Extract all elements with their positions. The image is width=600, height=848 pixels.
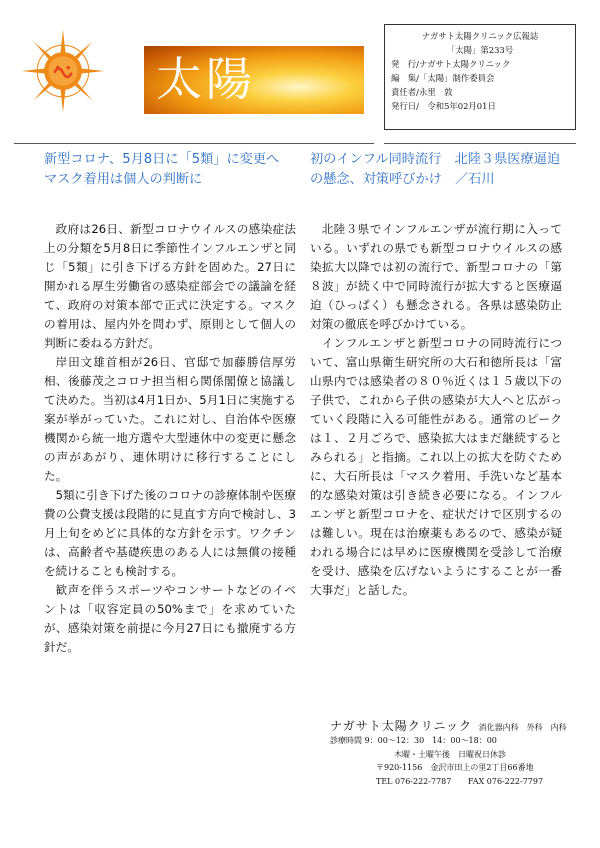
sun-logo-icon: [20, 28, 106, 114]
clinic-info-footer: [330, 720, 590, 788]
masthead-line: 「太陽」第233号: [446, 45, 514, 55]
article-paragraph: 岸田文雄首相が26日、官邸で加藤勝信厚労相、後藤茂之コロナ担当相ら関係閣僚と協議して決めた。当初は4月1日か、5月1日に実施する案が挙がっていた。これに対し、自治体や医療機関から統一地方選や大型連休中の変更に懸念の声があがり、連休明けに移行することにした。: [44, 355, 296, 483]
article-paragraph: インフルエンザと新型コロナの同時流行について、富山県衛生研究所の大石和徳所長は「富山県内では感染者の８０％近くは１５歳以下の子供で、これから子供の感染が大人へと広がっていく段階に入る可能性がある。通常のピークは１、２月ごろで、感染拡大はまだ継続するとみられる」と指摘。これ以上の拡大を防ぐために、大石所長は「マスク着用、手洗いなど基本的な感染対策は引き続き必要になる。インフルエンザと新型コロナを、症状だけで区別するのは難しい。現在は治療薬もあるので、感染が疑われる場合には早めに医療機関を受診して治療を受け、感染を広げないようにすることが一番大事だ」と話した。: [310, 336, 562, 597]
masthead-line: 発 行/ナガサト太陽クリニック: [391, 59, 511, 69]
divider-rule: [14, 143, 374, 144]
clinic-departments: 消化器内科 外科 内科: [478, 723, 567, 732]
clinic-address: 〒920-1156 金沢市田上の里2丁目66番地: [376, 763, 534, 773]
clinic-hours: 9：00～12：30 14：00～18：00: [364, 736, 497, 746]
article-paragraph: 北陸３県でインフルエンザが流行期に入っている。いずれの県でも新型コロナウイルスの感染拡大以降では初の流行で、新型コロナの「第８波」が続く中で同時流行が拡大すると医療逼迫（ひっぱく）も懸念される。各県は感染防止対策の徹底を呼びかけている。: [310, 222, 562, 331]
right-article-body: [310, 220, 562, 600]
left-article-body: [44, 220, 296, 657]
title-banner: [144, 46, 364, 114]
right-article-headline: 初のインフル同時流行 北陸３県医療逼迫の懸念、対策呼びかけ ／石川: [310, 152, 561, 187]
masthead-info-box: [384, 24, 576, 130]
clinic-tel: TEL 076-222-7787: [376, 776, 452, 786]
masthead-line: 編 集/「太陽」制作委員会: [391, 73, 495, 83]
clinic-fax: FAX 076-222-7797: [467, 776, 544, 786]
masthead-line: 発行日/ 令和5年02月01日: [391, 101, 496, 111]
divider-rule: [384, 143, 576, 144]
article-paragraph: 5類に引き下げた後のコロナの診療体制や医療費の公費支援は段階的に見直す方向で検討し、3月上旬をめどに具体的な方針を示す。ワクチンは、高齢者や基礎疾患のある人には無償の接種を続けることも検討する。: [44, 488, 296, 578]
closed-days: 木曜・土曜午後 日曜祝日休診: [394, 749, 506, 759]
left-article: [44, 150, 296, 657]
right-article: [310, 150, 562, 600]
article-paragraph: 政府は26日、新型コロナウイルスの感染症法上の分類を5月8日に季節性インフルエンザと同じ「5類」に引き下げる方針を固めた。27日に開かれる厚生労働省の感染症部会での議論を経て、政府の対策本部で正式に決定する。マスクの着用は、屋内外を問わず、原則として個人の判断に委ねる方針だ。: [44, 222, 296, 350]
left-article-headline: 新型コロナ、5月8日に「5類」に変更へ マスク着用は個人の判断に: [44, 152, 293, 187]
masthead-line: 責任者/永里 敦: [391, 87, 453, 97]
hours-label: 診療時間: [330, 736, 362, 746]
article-paragraph: 歓声を伴うスポーツやコンサートなどのイベントは「収容定員の50%まで」を求めていたが、感染対策を前提に今月27日にも撤廃する方針だ。: [44, 583, 296, 654]
banner-title: 太陽: [156, 52, 256, 106]
masthead-line: ナガサト太陽クリニック広報誌: [421, 31, 539, 41]
clinic-name: ナガサト太陽クリニック: [330, 719, 473, 733]
